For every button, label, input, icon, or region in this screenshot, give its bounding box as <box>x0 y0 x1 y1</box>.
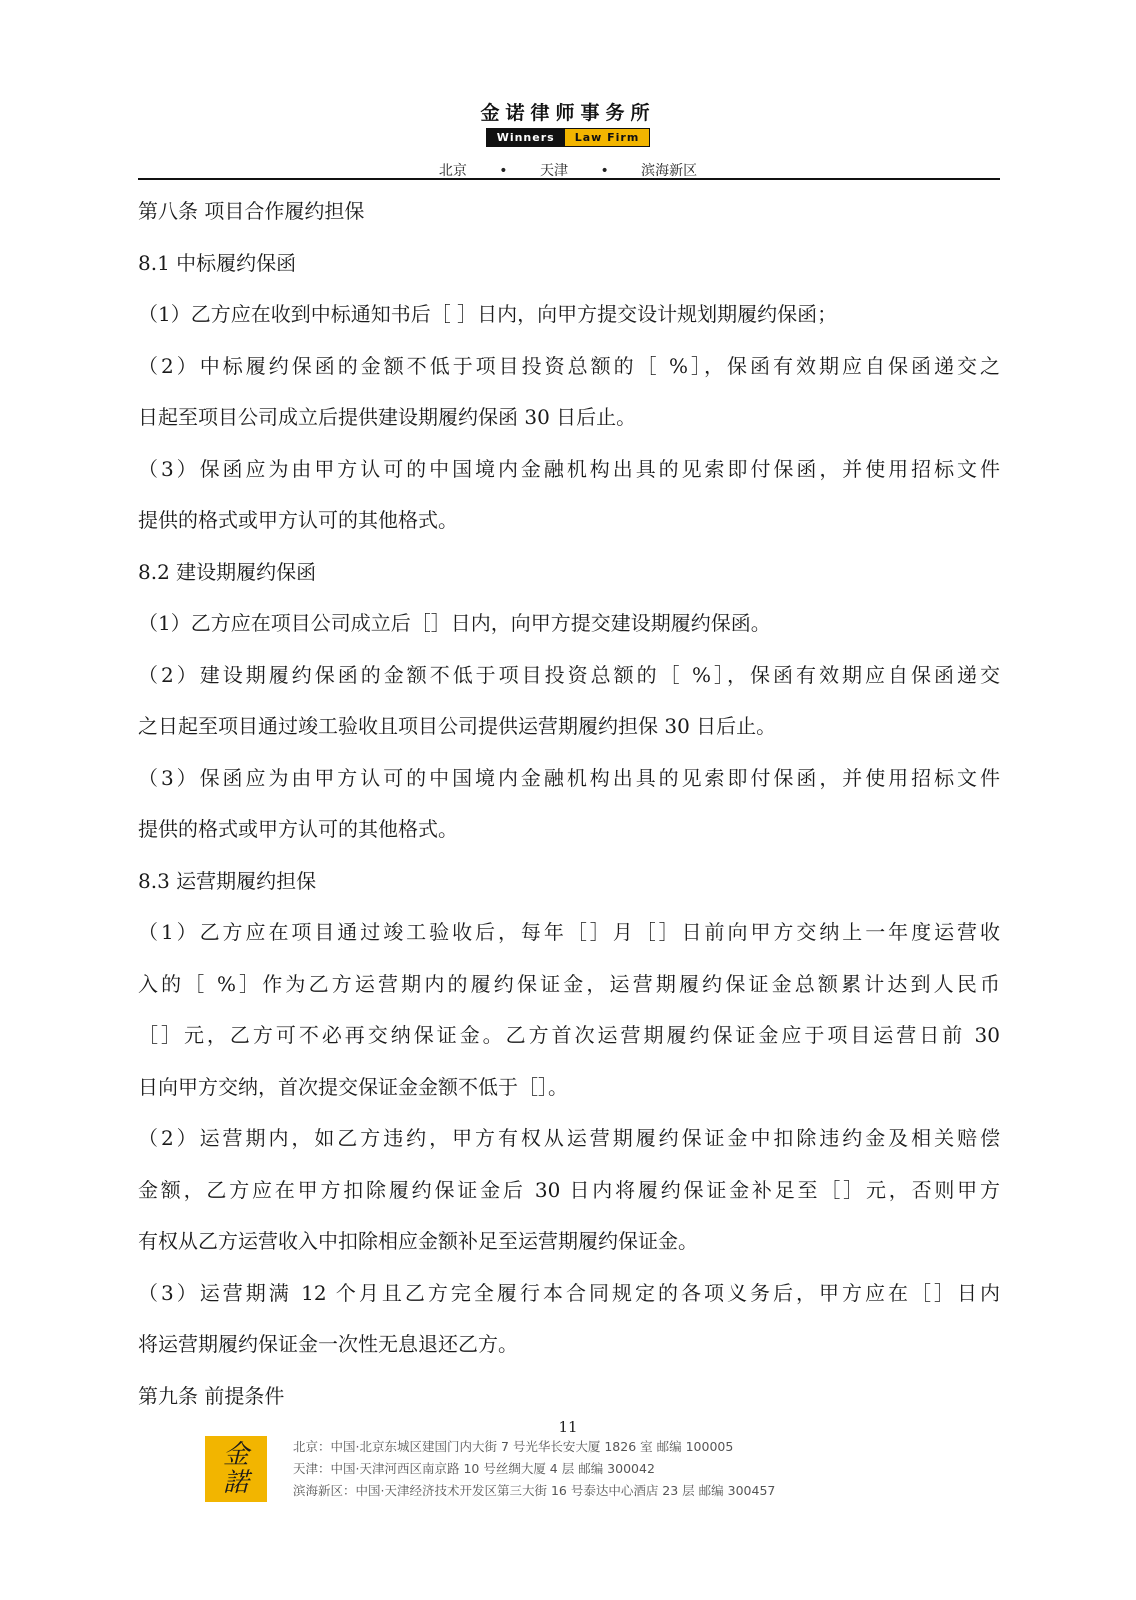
section-heading: 8.2 建设期履约保函 <box>138 559 317 584</box>
office-addresses <box>293 1436 775 1502</box>
paragraph-line: 之日起至项目通过竣工验收且项目公司提供运营期履约担保 30 日后止。 <box>138 714 777 738</box>
paragraph-line: （3）保函应为由甲方认可的中国境内金融机构出具的见索即付保函，并使用招标文件 <box>138 456 1000 481</box>
city-tianjin: 天津 <box>540 163 568 179</box>
paragraph-line: 日起至项目公司成立后提供建设期履约保函 30 日后止。 <box>138 405 637 429</box>
paragraph-line: （1）乙方应在收到中标通知书后［ ］日内，向甲方提交设计规划期履约保函； <box>138 302 838 326</box>
paragraph-line: ［］元，乙方可不必再交纳保证金。乙方首次运营期履约保证金应于项目运营日前 30 <box>138 1023 1000 1047</box>
firm-name-en-left: Winners <box>487 129 565 146</box>
firm-name-en-right: Law Firm <box>565 129 650 146</box>
section-heading: 8.1 中标履约保函 <box>138 250 297 275</box>
paragraph-line: 提供的格式或甲方认可的其他格式。 <box>138 508 458 532</box>
paragraph-line: （3）保函应为由甲方认可的中国境内金融机构出具的见索即付保函，并使用招标文件 <box>138 765 1000 790</box>
paragraph-line: （2）运营期内，如乙方违约，甲方有权从运营期履约保证金中扣除违约金及相关赔偿 <box>138 1126 1000 1150</box>
paragraph-line: （1）乙方应在项目公司成立后［］日内，向甲方提交建设期履约保函。 <box>138 611 771 635</box>
address-beijing: 北京：中国·北京东城区建国门内大街 7 号光华长安大厦 1826 室 邮编 100005 <box>293 1439 734 1454</box>
paragraph-line: 金额，乙方应在甲方扣除履约保证金后 30 日内将履约保证金补足至［］元，否则甲方 <box>138 1177 1000 1202</box>
address-binhai: 滨海新区：中国·天津经济技术开发区第三大街 16 号泰达中心酒店 23 层 邮编 300457 <box>293 1483 776 1498</box>
page-number: 11 <box>558 1418 578 1436</box>
city-beijing: 北京 <box>438 163 467 179</box>
city-binhai: 滨海新区 <box>641 163 698 179</box>
address-tianjin: 天津：中国·天津河西区南京路 10 号丝绸大厦 4 层 邮编 300042 <box>293 1461 655 1476</box>
document-body <box>138 186 1000 1422</box>
section-heading: 第八条 项目合作履约担保 <box>138 199 365 223</box>
paragraph-line: 提供的格式或甲方认可的其他格式。 <box>138 817 458 841</box>
section-heading: 第九条 前提条件 <box>138 1383 285 1408</box>
paragraph-line: 将运营期履约保证金一次性无息退还乙方。 <box>138 1332 518 1356</box>
city-separator: • <box>499 163 508 179</box>
footer <box>205 1432 1005 1502</box>
header-divider <box>138 178 1000 180</box>
paragraph-line: （3）运营期满 12 个月且乙方完全履行本合同规定的各项义务后，甲方应在［］日内 <box>138 1280 1000 1305</box>
firm-name-en-banner <box>486 128 651 147</box>
city-separator: • <box>600 163 609 179</box>
office-cities <box>0 160 1136 180</box>
paragraph-line: 有权从乙方运营收入中扣除相应金额补足至运营期履约保证金。 <box>138 1229 698 1253</box>
section-heading: 8.3 运营期履约担保 <box>138 868 317 893</box>
paragraph-line: 入的［ %］作为乙方运营期内的履约保证金，运营期履约保证金总额累计达到人民币 <box>138 971 1000 996</box>
paragraph-line: （1）乙方应在项目通过竣工验收后，每年［］月［］日前向甲方交纳上一年度运营收 <box>138 920 1000 944</box>
firm-logo <box>205 1436 267 1502</box>
paragraph-line: （2）中标履约保函的金额不低于项目投资总额的［ %］，保函有效期应自保函递交之 <box>138 353 1000 378</box>
logo-char: 金 <box>222 1440 249 1470</box>
logo-char: 諾 <box>222 1468 249 1498</box>
paragraph-line: 日向甲方交纳，首次提交保证金金额不低于［］。 <box>138 1074 568 1099</box>
paragraph-line: （2）建设期履约保函的金额不低于项目投资总额的［ %］，保函有效期应自保函递交 <box>138 662 1000 687</box>
firm-name-cn: 金诺律师事务所 <box>480 102 656 124</box>
letterhead <box>0 98 1136 147</box>
